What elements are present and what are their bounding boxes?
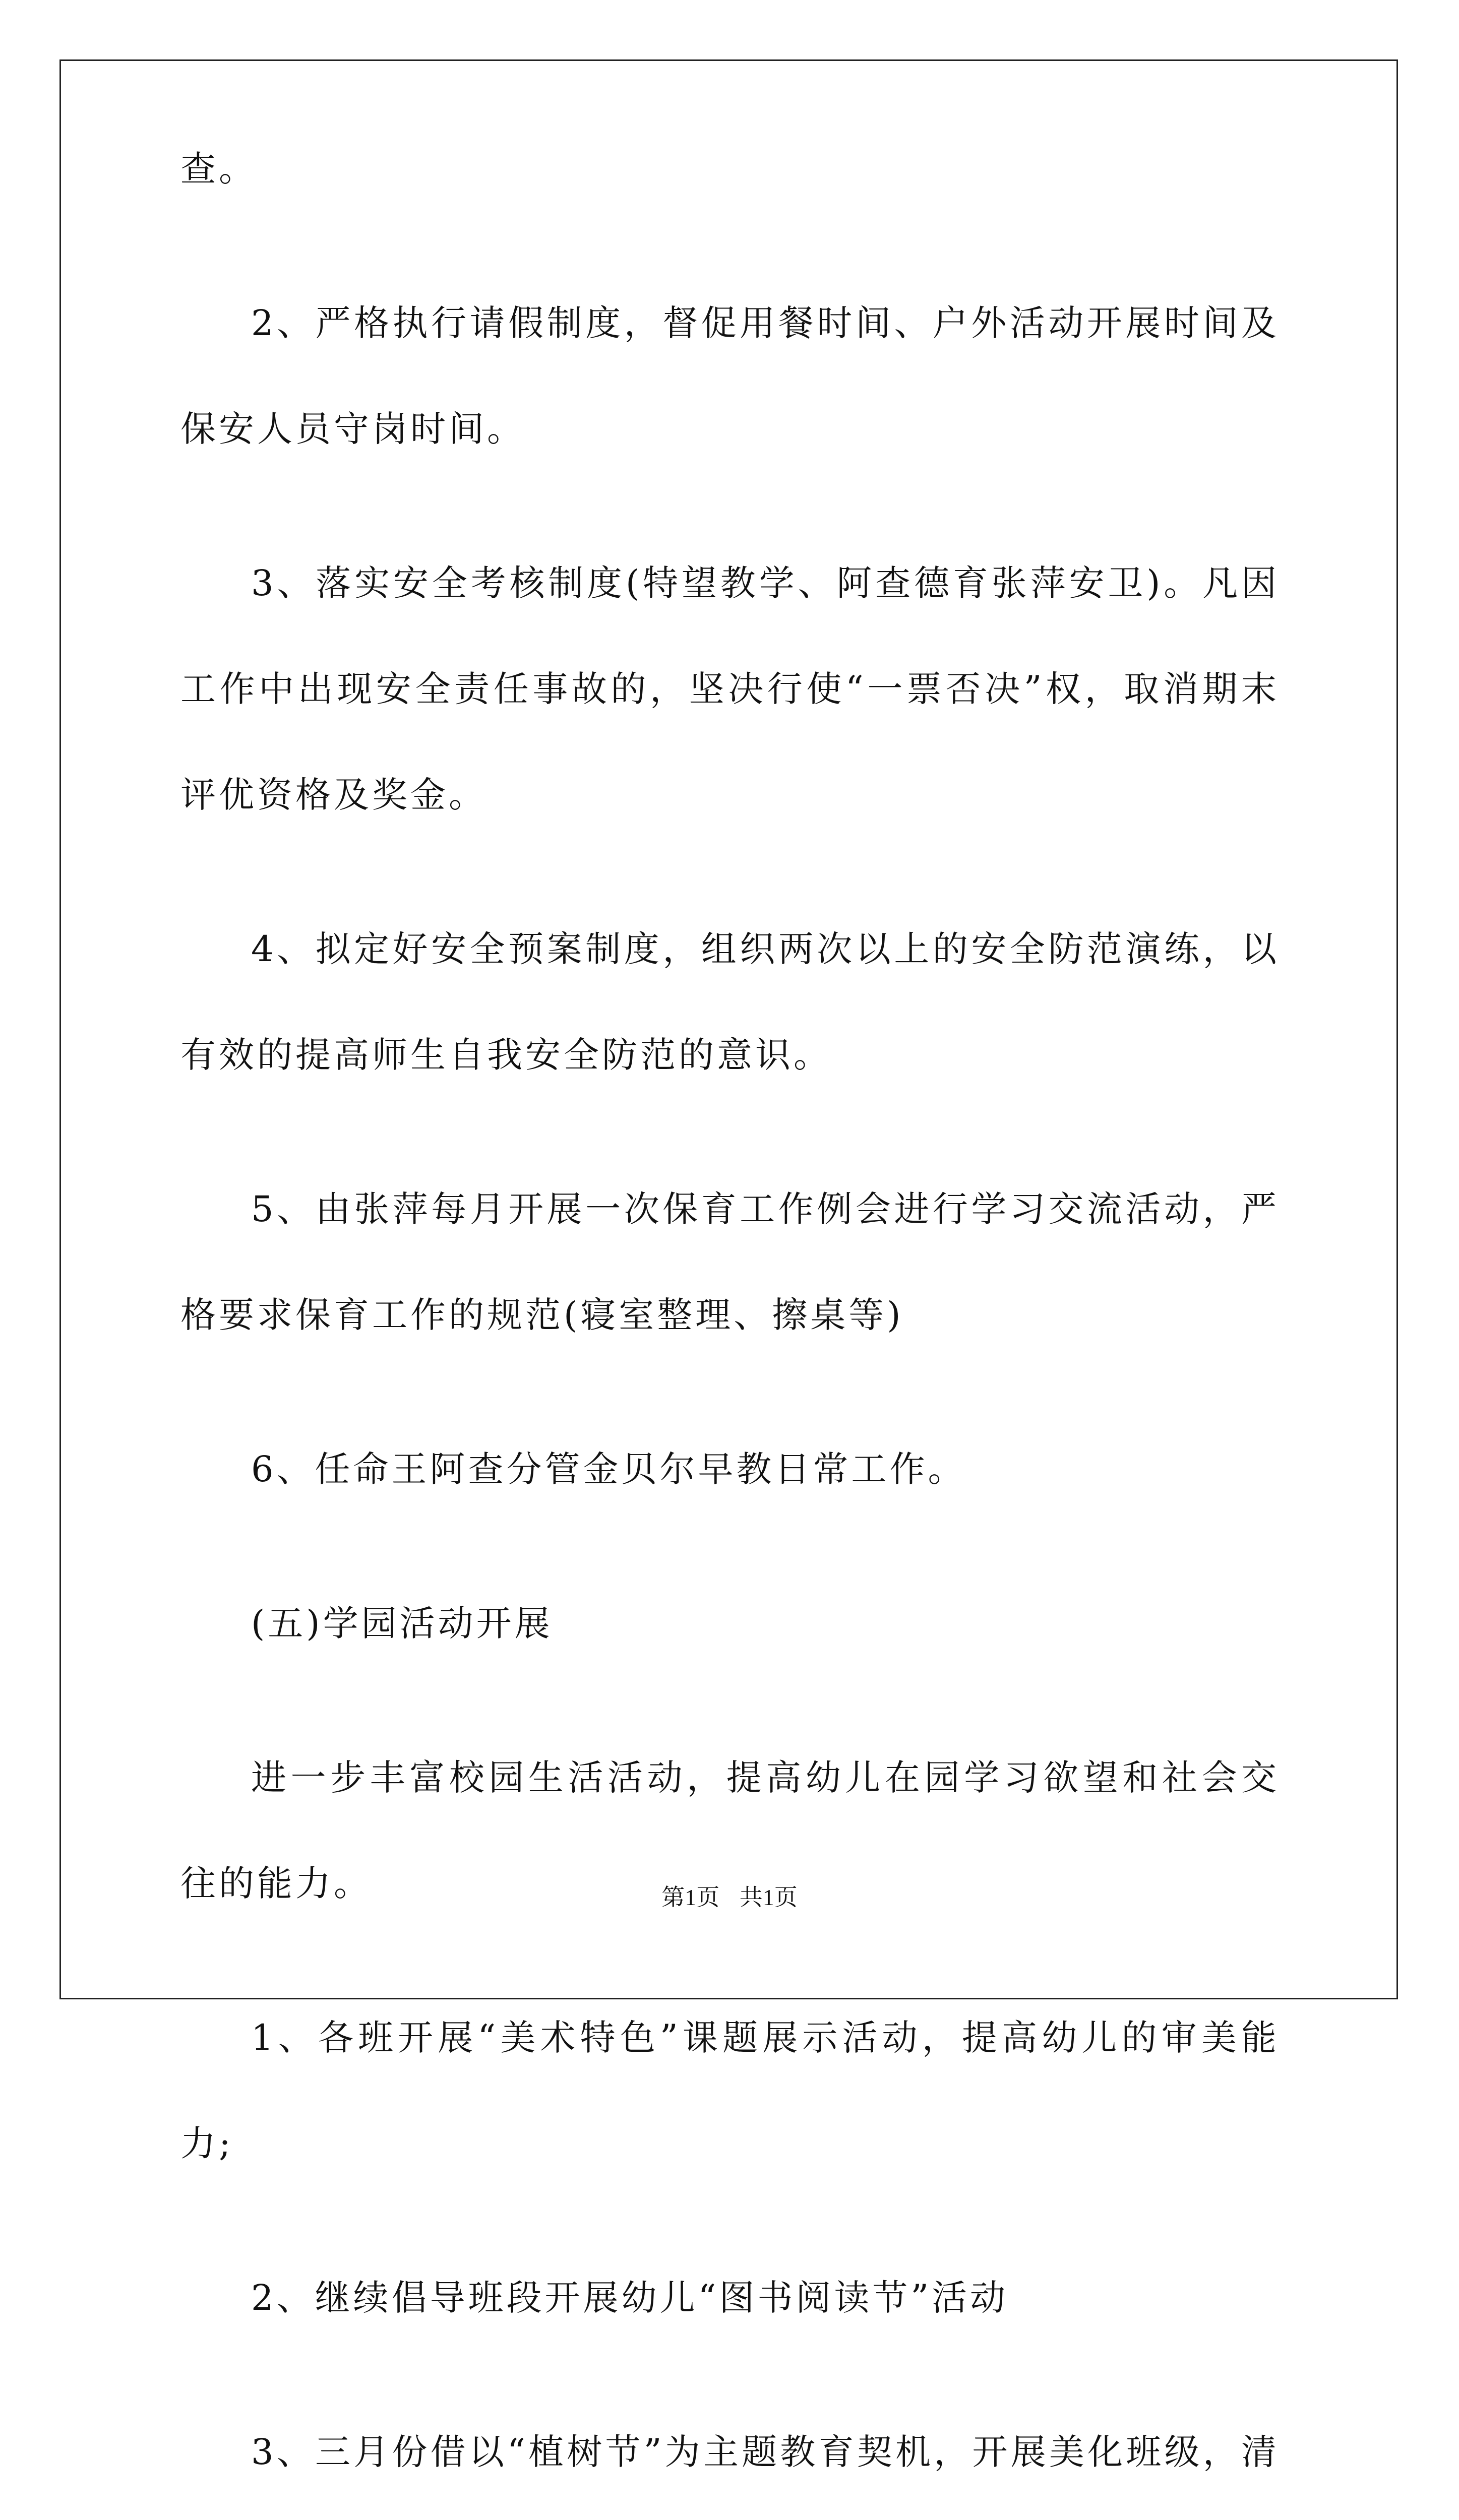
- paragraph: 3、三月份借以“植树节”为主题教育契机，开展美化班级，清: [251, 2431, 1280, 2473]
- paragraph: 4、拟定好安全预案制度，组织两次以上的安全防范演练，以有效的提高师生自我安全防范的意识。: [180, 928, 1280, 1076]
- paragraph: 进一步丰富校园生活活动，提高幼儿在园学习欲望和社会交往的能力。: [180, 1757, 1280, 1904]
- page-number: 第1页: [661, 1884, 720, 1910]
- paragraph: 2、继续倡导班段开展幼儿“图书阅读节”活动: [251, 2277, 1009, 2318]
- page-footer: [0, 1879, 1459, 1912]
- page-total: 共1页: [739, 1884, 798, 1910]
- paragraph: 2、严格执行请假制度，督促用餐时间、户外活动开展时间及保安人员守岗时间。: [180, 302, 1280, 450]
- paragraph: 3、落实安全考核制度(特望教学、阿查德育张萍安卫)。凡因工作中出现安全责任事故的，坚决行使“一票否决”权，取消期末评优资格及奖金。: [180, 562, 1280, 815]
- paragraph: 查。: [180, 148, 257, 190]
- document-body: [180, 148, 1280, 2520]
- paragraph: 5、由张萍每月开展一次保育工作例会进行学习交流活动，严格要求保育工作的规范(寝室整理、擦桌等): [180, 1188, 1280, 1336]
- paragraph: 1、各班开展“美术特色”课题展示活动，提高幼儿的审美能力;: [180, 2017, 1280, 2164]
- paragraph: 6、任命王阿查分管金贝尔早教日常工作。: [251, 1448, 966, 1490]
- section-heading: (五)学园活动开展: [251, 1603, 553, 1644]
